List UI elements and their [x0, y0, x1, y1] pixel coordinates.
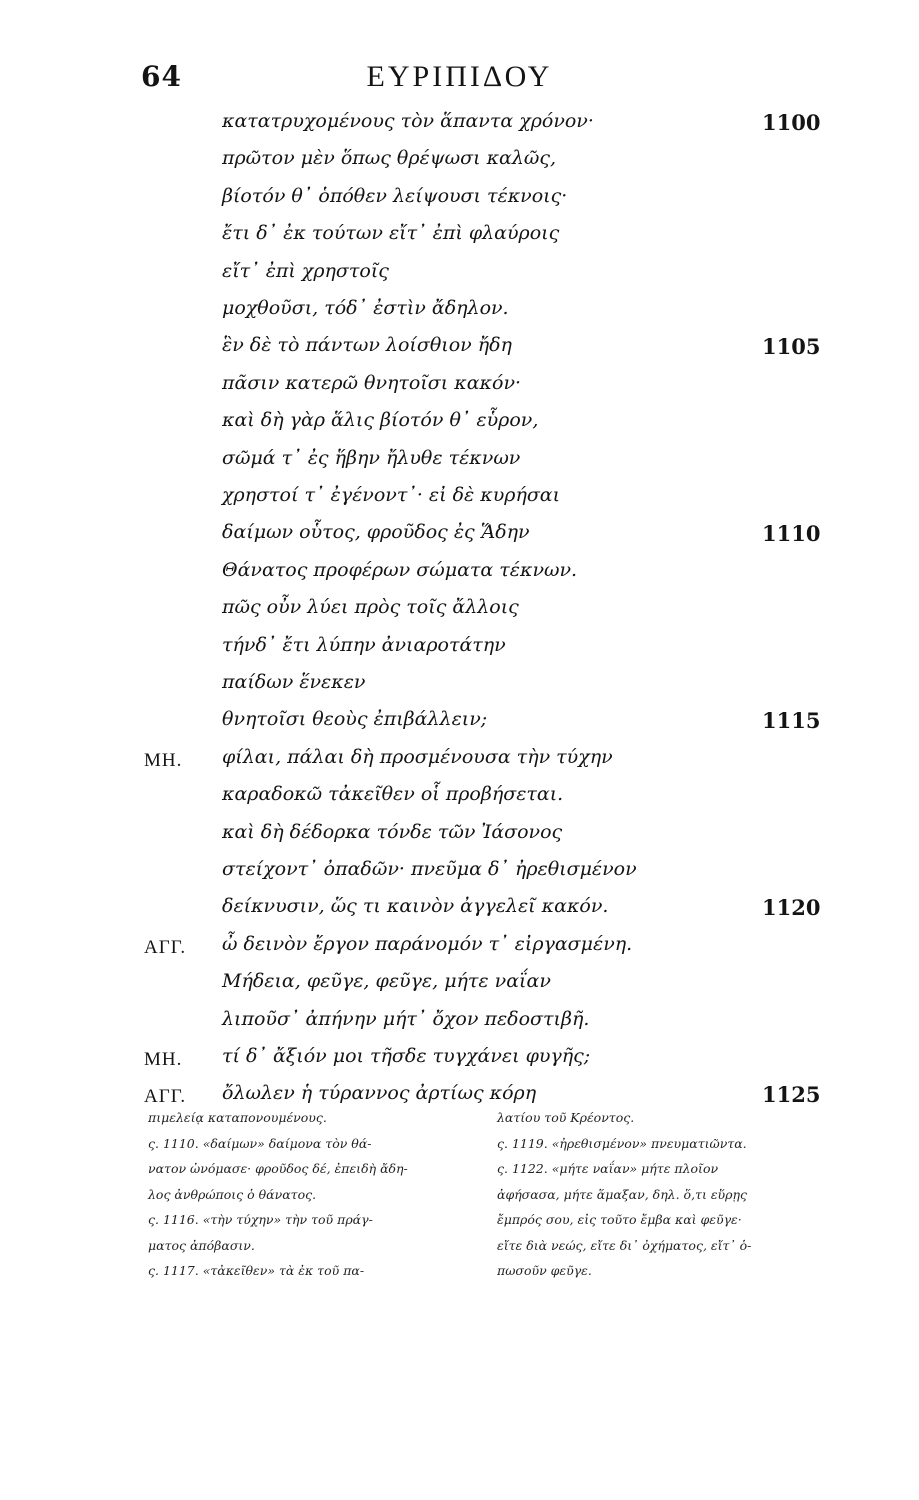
- verse-line: [0, 447, 919, 487]
- footnote-line: ματος ἀπόβασιν.: [148, 1238, 255, 1253]
- line-number: 1125: [762, 1082, 821, 1107]
- verse-text: Θάνατος προφέρων σώματα τέκνων.: [222, 559, 578, 581]
- verse-line: [0, 185, 919, 225]
- verse-text: κατατρυχομένους τὸν ἅπαντα χρόνον·: [222, 110, 594, 132]
- verse-line: [0, 110, 919, 150]
- verse-line: [0, 858, 919, 898]
- verse-line: [0, 634, 919, 674]
- verse-text: χρηστοί τ᾽ ἐγένοντ᾽· εἰ δὲ κυρήσαι: [222, 484, 561, 506]
- verse-text: παίδων ἕνεκεν: [222, 671, 366, 693]
- footnote-line: ς. 1122. «μήτε ναΐαν» μήτε πλοῖον: [497, 1161, 719, 1176]
- footnote-line: ς. 1116. «τὴν τύχην» τὴν τοῦ πράγ-: [148, 1212, 373, 1227]
- verse-text: τήνδ᾽ ἔτι λύπην ἀνιαροτάτην: [222, 634, 506, 656]
- verse-text: πᾶσιν κατερῶ θνητοῖσι κακόν·: [222, 372, 522, 394]
- verse-line: [0, 783, 919, 823]
- verse-line: [0, 895, 919, 935]
- verse-line: [0, 372, 919, 412]
- footnote-line: ς. 1110. «δαίμων» δαίμονα τὸν θά-: [148, 1136, 372, 1151]
- footnote-line: πωσοῦν φεῦγε.: [497, 1263, 592, 1278]
- footnote-line: εἴτε διὰ νεώς, εἴτε δι᾽ ὀχήματος, εἴτ᾽ ὁ-: [497, 1238, 752, 1253]
- verse-line: [0, 260, 919, 300]
- line-number: 1105: [762, 334, 821, 359]
- verse-text: βίοτόν θ᾽ ὁπόθεν λείψουσι τέκνοις·: [222, 185, 568, 207]
- verse-line: [0, 147, 919, 187]
- footnote-line: πιμελείᾳ καταπονουμένους.: [148, 1110, 327, 1125]
- verse-text: καραδοκῶ τἀκεῖθεν οἷ προβήσεται.: [222, 783, 564, 805]
- verse-text: ἔτι δ᾽ ἐκ τούτων εἴτ᾽ ἐπὶ φλαύροις: [222, 222, 560, 244]
- verse-line: [0, 1045, 919, 1085]
- footnote-line: ς. 1119. «ἠρεθισμένον» πνευματιῶντα.: [497, 1136, 747, 1151]
- footnote-line: ς. 1117. «τἀκεῖθεν» τὰ ἐκ τοῦ πα-: [148, 1263, 365, 1278]
- footnote-line: ἔμπρός σου, εἰς τοῦτο ἔμβα καὶ φεῦγε·: [497, 1212, 742, 1227]
- line-number: 1115: [762, 708, 821, 733]
- verse-line: [0, 970, 919, 1010]
- verse-text: θνητοῖσι θεοὺς ἐπιβάλλειν;: [222, 708, 488, 730]
- verse-text: ὦ δεινὸν ἔργον παράνομόν τ᾽ εἰργασμένη.: [222, 933, 633, 955]
- footnote-line: νατον ὠνόμασε· φροῦδος δέ, ἐπειδὴ ἄδη-: [148, 1161, 408, 1176]
- speaker-label: ΜΗ.: [144, 1049, 183, 1070]
- verse-text: καὶ δὴ γὰρ ἅλις βίοτόν θ᾽ εὗρον,: [222, 409, 539, 431]
- footnote-line: ἀφήσασα, μήτε ἅμαξαν, δηλ. ὅ,τι εὕρῃς: [497, 1187, 747, 1202]
- verse-line: [0, 521, 919, 561]
- verse-text: φίλαι, πάλαι δὴ προσμένουσα τὴν τύχην: [222, 746, 613, 768]
- page-header: [0, 60, 919, 100]
- verse-text: εἴτ᾽ ἐπὶ χρηστοῖς: [222, 260, 389, 282]
- running-title: ΕΥΡΙΠΙΔΟΥ: [366, 60, 553, 93]
- speaker-label: ΜΗ.: [144, 750, 183, 771]
- verse-text: δαίμων οὗτος, φροῦδος ἐς Ἅδην: [222, 521, 530, 543]
- verse-line: [0, 933, 919, 973]
- speaker-label: ΑΓΓ.: [144, 937, 187, 958]
- verse-text: στείχοντ᾽ ὀπαδῶν· πνεῦμα δ᾽ ἠρεθισμένον: [222, 858, 637, 880]
- verse-text: πῶς οὖν λύει πρὸς τοῖς ἄλλοις: [222, 596, 519, 618]
- verse-text: ἓν δὲ τὸ πάντων λοίσθιον ἤδη: [222, 334, 512, 356]
- verse-line: [0, 409, 919, 449]
- verse-line: [0, 821, 919, 861]
- verse-text: σῶμά τ᾽ ἐς ἥβην ἤλυθε τέκνων: [222, 447, 521, 469]
- verse-line: [0, 559, 919, 599]
- verse-text: μοχθοῦσι, τόδ᾽ ἐστὶν ἄδηλον.: [222, 297, 509, 319]
- verse-line: [0, 222, 919, 262]
- verse-text: τί δ᾽ ἄξιόν μοι τῆσδε τυγχάνει φυγῆς;: [222, 1045, 591, 1067]
- verse-text: καὶ δὴ δέδορκα τόνδε τῶν Ἰάσονος: [222, 821, 563, 843]
- verse-line: [0, 708, 919, 748]
- verse-text: πρῶτον μὲν ὅπως θρέψωσι καλῶς,: [222, 147, 557, 169]
- verse-text: Μήδεια, φεῦγε, φεῦγε, μήτε ναΐαν: [222, 970, 551, 992]
- verse-line: [0, 1082, 919, 1122]
- footnote-line: λος ἀνθρώποις ὁ θάνατος.: [148, 1187, 317, 1202]
- line-number: 1120: [762, 895, 821, 920]
- verse-line: [0, 746, 919, 786]
- line-number: 1110: [762, 521, 821, 546]
- verse-line: [0, 297, 919, 337]
- verse-line: [0, 671, 919, 711]
- page-number: 64: [141, 60, 182, 93]
- verse-text: λιποῦσ᾽ ἀπήνην μήτ᾽ ὄχον πεδοστιβῆ.: [222, 1008, 590, 1030]
- verse-line: [0, 334, 919, 374]
- verse-line: [0, 596, 919, 636]
- footnote-line: λατίου τοῦ Κρέοντος.: [497, 1110, 635, 1125]
- verse-line: [0, 1008, 919, 1048]
- verse-text: ὄλωλεν ἡ τύραννος ἀρτίως κόρη: [222, 1082, 537, 1104]
- speaker-label: ΑΓΓ.: [144, 1086, 187, 1107]
- verse-text: δείκνυσιν, ὥς τι καινὸν ἀγγελεῖ κακόν.: [222, 895, 609, 917]
- verse-line: [0, 484, 919, 524]
- line-number: 1100: [762, 110, 821, 135]
